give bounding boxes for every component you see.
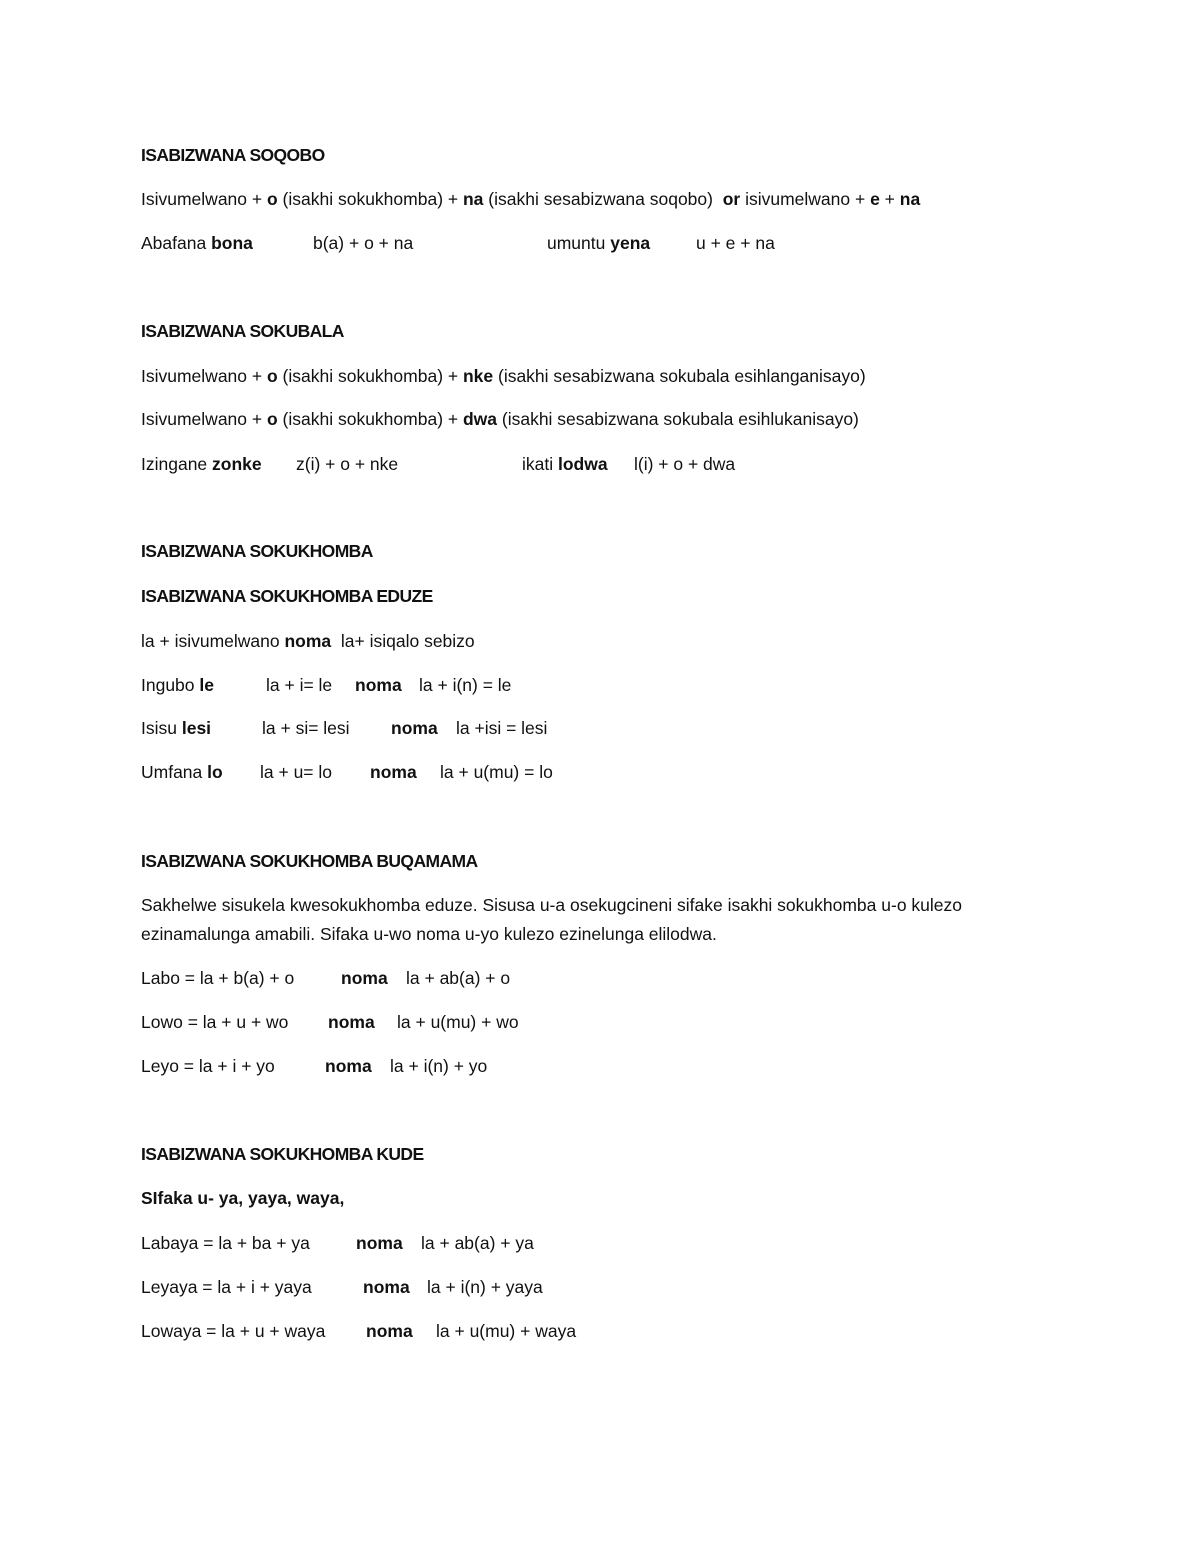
example-word: Ingubo [141, 675, 200, 695]
buqamama-row-formula-2: la + i(n) + yo [390, 1056, 488, 1076]
kude-row-noma: noma [363, 1277, 410, 1297]
eduze-row-formula-2: la + u(mu) = lo [440, 762, 553, 782]
kude-row-formula-2: la + u(mu) + waya [436, 1321, 577, 1341]
soqobo-formula-2: u + e + na [696, 233, 775, 253]
eduze-row-noma: noma [355, 675, 402, 695]
eduze-row-formula-2: la +isi = lesi [456, 718, 548, 738]
bold-text: nke [462, 366, 494, 386]
sokubala-rule-1 [141, 365, 866, 387]
bold-text: o [266, 409, 278, 429]
example-word: umuntu [547, 233, 611, 253]
buqamama-row-formula-1: Lowo = la + u + wo [141, 1012, 289, 1032]
bold-text: dwa [462, 409, 498, 429]
buqamama-row-noma: noma [328, 1012, 375, 1032]
heading-sokubala: ISABIZWANA SOKUBALA [141, 321, 344, 341]
example-pronoun: le [199, 675, 214, 695]
bold-text: or [722, 189, 741, 209]
bold-text: noma [284, 631, 332, 651]
example-pronoun: lodwa [557, 454, 608, 474]
example-pronoun: lesi [181, 718, 212, 738]
soqobo-example-2 [547, 232, 650, 254]
heading-sokukhomba-kude: ISABIZWANA SOKUKHOMBA KUDE [141, 1144, 424, 1164]
buqamama-row-formula-1: Leyo = la + i + yo [141, 1056, 275, 1076]
eduze-row-noma: noma [370, 762, 417, 782]
text: + [879, 189, 900, 209]
bold-text: o [266, 189, 278, 209]
eduze-row-word [141, 717, 211, 739]
text: Isivumelwano + [141, 366, 267, 386]
kude-row-noma: noma [366, 1321, 413, 1341]
example-word: Abafana [141, 233, 212, 253]
soqobo-rule [141, 188, 920, 210]
buqamama-row-formula-2: la + u(mu) + wo [397, 1012, 519, 1032]
kude-row-formula-1: Labaya = la + ba + ya [141, 1233, 310, 1253]
eduze-row-noma: noma [391, 718, 438, 738]
text: (isakhi sesabizwana soqobo) [483, 189, 723, 209]
text: (isakhi sesabizwana sokubala esihlanganisayo) [493, 366, 866, 386]
bold-text: na [899, 189, 921, 209]
heading-soqobo: ISABIZWANA SOQOBO [141, 145, 325, 165]
buqamama-row-formula-1: Labo = la + b(a) + o [141, 968, 295, 988]
example-word: Izingane [141, 454, 213, 474]
heading-sokukhomba-eduze: ISABIZWANA SOKUKHOMBA EDUZE [141, 586, 433, 606]
text: (isakhi sokukhomba) + [277, 189, 463, 209]
example-pronoun: bona [211, 233, 253, 253]
bold-text: o [266, 366, 278, 386]
eduze-row-formula-1: la + si= lesi [262, 718, 350, 738]
example-pronoun: yena [610, 233, 651, 253]
example-pronoun: lo [207, 762, 223, 782]
sokubala-formula-1: z(i) + o + nke [296, 454, 399, 474]
eduze-row-formula-1: la + i= le [266, 675, 333, 695]
example-pronoun: zonke [212, 454, 262, 474]
text: isivumelwano + [740, 189, 871, 209]
soqobo-formula-1: b(a) + o + na [313, 233, 414, 253]
sokubala-formula-2: l(i) + o + dwa [634, 454, 736, 474]
bold-text: na [462, 189, 484, 209]
eduze-row-word [141, 674, 214, 696]
eduze-row-word [141, 761, 223, 783]
text: (isakhi sesabizwana sokubala esihlukanisayo) [497, 409, 859, 429]
buqamama-row-noma: noma [325, 1056, 372, 1076]
heading-sokukhomba-buqamama: ISABIZWANA SOKUKHOMBA BUQAMAMA [141, 851, 478, 871]
kude-row-formula-2: la + ab(a) + ya [421, 1233, 534, 1253]
sokubala-example-1 [141, 453, 262, 475]
text: la + isivumelwano [141, 631, 285, 651]
kude-row-formula-1: Leyaya = la + i + yaya [141, 1277, 312, 1297]
text: la+ isiqalo sebizo [331, 631, 475, 651]
text: Isivumelwano + [141, 189, 267, 209]
eduze-rule [141, 630, 475, 652]
text: Isivumelwano + [141, 409, 267, 429]
soqobo-example-1 [141, 232, 253, 254]
kude-row-formula-1: Lowaya = la + u + waya [141, 1321, 326, 1341]
heading-sokukhomba: ISABIZWANA SOKUKHOMBA [141, 541, 373, 561]
bold-text: e [870, 189, 880, 209]
kude-subheading: SIfaka u- ya, yaya, waya, [141, 1188, 345, 1208]
example-word: Isisu [141, 718, 182, 738]
text: (isakhi sokukhomba) + [277, 366, 463, 386]
eduze-row-formula-1: la + u= lo [260, 762, 332, 782]
buqamama-paragraph: Sakhelwe sisukela kwesokukhomba eduze. Sisusa u-a osekugcineni sifake isakhi sokukhomba u-o kulezo ezinamalunga amabili. Sifaka u-wo noma u-yo kulezo ezinelunga elilodwa. [141, 895, 963, 944]
buqamama-row-formula-2: la + ab(a) + o [406, 968, 511, 988]
buqamama-row-noma: noma [341, 968, 388, 988]
kude-row-formula-2: la + i(n) + yaya [427, 1277, 543, 1297]
example-word: Umfana [141, 762, 208, 782]
example-word: ikati [522, 454, 558, 474]
sokubala-rule-2 [141, 408, 859, 430]
kude-row-noma: noma [356, 1233, 403, 1253]
eduze-row-formula-2: la + i(n) = le [419, 675, 512, 695]
sokubala-example-2 [522, 453, 608, 475]
text: (isakhi sokukhomba) + [277, 409, 463, 429]
